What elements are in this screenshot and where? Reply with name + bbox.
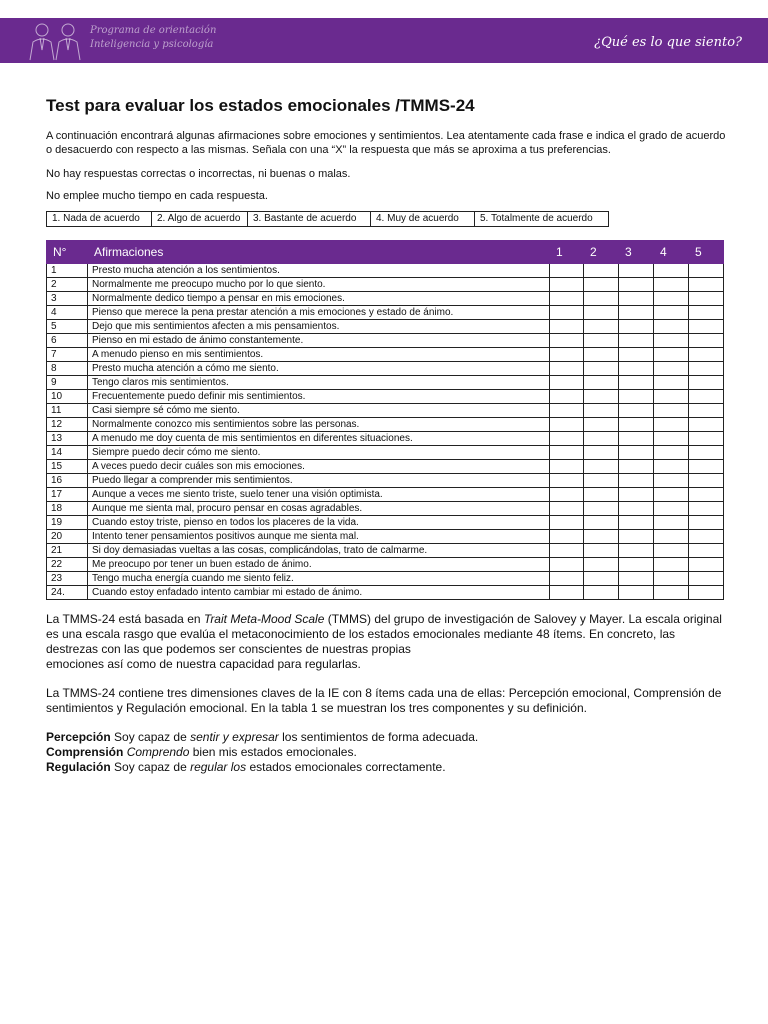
- answer-cell-2[interactable]: [584, 530, 619, 544]
- answer-cell-2[interactable]: [584, 306, 619, 320]
- table-row: [47, 460, 724, 474]
- table-row: [47, 558, 724, 572]
- dimension-label: Percepción: [46, 730, 111, 744]
- answer-cell-2[interactable]: [584, 460, 619, 474]
- item-statement: Presto mucha atención a los sentimientos.: [88, 264, 550, 278]
- answer-cell-4[interactable]: [654, 474, 689, 488]
- item-number: 9: [47, 376, 88, 390]
- answer-cell-5[interactable]: [689, 544, 724, 558]
- item-number: 10: [47, 390, 88, 404]
- answer-cell-2[interactable]: [584, 418, 619, 432]
- item-statement: Siempre puedo decir cómo me siento.: [88, 446, 550, 460]
- answer-cell-3[interactable]: [619, 418, 654, 432]
- item-number: 24.: [47, 586, 88, 600]
- answer-cell-4[interactable]: [654, 460, 689, 474]
- answer-cell-3[interactable]: [619, 502, 654, 516]
- text-italic: Trait Meta-Mood Scale: [203, 612, 325, 626]
- answer-cell-1[interactable]: [550, 432, 584, 446]
- answer-cell-4[interactable]: [654, 530, 689, 544]
- answer-cell-5[interactable]: [689, 376, 724, 390]
- item-number: 2: [47, 278, 88, 292]
- text-italic: regular los: [190, 760, 247, 774]
- answer-cell-1[interactable]: [550, 278, 584, 292]
- text-span: Soy capaz de: [110, 730, 191, 744]
- answer-cell-1[interactable]: [550, 544, 584, 558]
- answer-cell-1[interactable]: [550, 334, 584, 348]
- answer-cell-3[interactable]: [619, 292, 654, 306]
- item-number: 4: [47, 306, 88, 320]
- table-row: [47, 320, 724, 334]
- answer-scale: [46, 211, 609, 227]
- item-statement: Normalmente dedico tiempo a pensar en mis emociones.: [88, 292, 550, 306]
- answer-cell-3[interactable]: [619, 432, 654, 446]
- answer-cell-2[interactable]: [584, 474, 619, 488]
- item-statement: Intento tener pensamientos positivos aunque me sienta mal.: [88, 530, 550, 544]
- item-number: 17: [47, 488, 88, 502]
- answer-cell-5[interactable]: [689, 362, 724, 376]
- item-number: 15: [47, 460, 88, 474]
- item-number: 19: [47, 516, 88, 530]
- item-number: 21: [47, 544, 88, 558]
- description-section: [46, 612, 726, 775]
- answer-cell-4[interactable]: [654, 418, 689, 432]
- item-number: 20: [47, 530, 88, 544]
- answer-cell-3[interactable]: [619, 586, 654, 600]
- item-statement: Normalmente conozco mis sentimientos sobre las personas.: [88, 418, 550, 432]
- answer-cell-3[interactable]: [619, 390, 654, 404]
- answer-cell-5[interactable]: [689, 278, 724, 292]
- answer-cell-4[interactable]: [654, 334, 689, 348]
- answer-cell-3[interactable]: [619, 278, 654, 292]
- table-row: [47, 530, 724, 544]
- item-statement: Normalmente me preocupo mucho por lo que siento.: [88, 278, 550, 292]
- answer-cell-1[interactable]: [550, 390, 584, 404]
- answer-cell-4[interactable]: [654, 306, 689, 320]
- table-row: [47, 474, 724, 488]
- item-statement: A veces puedo decir cuáles son mis emociones.: [88, 460, 550, 474]
- item-statement: Pienso en mi estado de ánimo constantemente.: [88, 334, 550, 348]
- answer-cell-3[interactable]: [619, 334, 654, 348]
- answer-cell-4[interactable]: [654, 502, 689, 516]
- answer-cell-1[interactable]: [550, 292, 584, 306]
- text-span: estados emocionales correctamente.: [246, 760, 446, 774]
- answer-cell-2[interactable]: [584, 292, 619, 306]
- answer-cell-5[interactable]: [689, 264, 724, 278]
- text-italic: sentir y expresar: [190, 730, 279, 744]
- answer-cell-2[interactable]: [584, 432, 619, 446]
- answer-cell-4[interactable]: [654, 362, 689, 376]
- answer-cell-4[interactable]: [654, 432, 689, 446]
- intro-text: A continuación encontrará algunas afirmaciones sobre emociones y sentimientos. Lea atentamente cada frase e indica el grado de acuerdo o desacuerdo con respecto a las mismas. Señala con una “X” la respuesta que más se aproxima a tus preferencias.: [46, 130, 726, 156]
- scale-option: 3. Bastante de acuerdo: [248, 212, 371, 226]
- answer-cell-4[interactable]: [654, 404, 689, 418]
- table-row: [47, 278, 724, 292]
- answer-cell-4[interactable]: [654, 278, 689, 292]
- answer-cell-1[interactable]: [550, 418, 584, 432]
- dimensions-list: [46, 730, 726, 775]
- answer-cell-5[interactable]: [689, 404, 724, 418]
- dimension-comprehension: [46, 745, 726, 760]
- answer-cell-2[interactable]: [584, 348, 619, 362]
- answer-cell-3[interactable]: [619, 558, 654, 572]
- item-number: 11: [47, 404, 88, 418]
- paragraph-dimensions: La TMMS-24 contiene tres dimensiones claves de la IE con 8 ítems cada una de ellas: Percepción emocional, Comprensión de sentimientos y Regulación emocional. En la tabla 1 se muestran los tres componentes y su definición.: [46, 686, 722, 715]
- table-row: [47, 432, 724, 446]
- col-header-number: N°: [47, 241, 88, 264]
- answer-cell-3[interactable]: [619, 488, 654, 502]
- answer-cell-2[interactable]: [584, 320, 619, 334]
- answer-cell-2[interactable]: [584, 334, 619, 348]
- answer-cell-5[interactable]: [689, 306, 724, 320]
- dimension-perception: [46, 730, 726, 745]
- table-row: [47, 334, 724, 348]
- text-span: bien mis estados emocionales.: [189, 745, 357, 759]
- answer-cell-2[interactable]: [584, 516, 619, 530]
- item-statement: Si doy demasiadas vueltas a las cosas, complicándolas, trato de calmarme.: [88, 544, 550, 558]
- text-span: La TMMS-24 está basada en: [46, 612, 204, 626]
- col-header-4: 4: [654, 241, 689, 264]
- answer-cell-1[interactable]: [550, 488, 584, 502]
- answer-cell-2[interactable]: [584, 558, 619, 572]
- answer-cell-4[interactable]: [654, 572, 689, 586]
- answer-cell-5[interactable]: [689, 292, 724, 306]
- table-header-row: [47, 241, 724, 264]
- answer-cell-4[interactable]: [654, 586, 689, 600]
- col-header-1: 1: [550, 241, 584, 264]
- answer-cell-5[interactable]: [689, 460, 724, 474]
- table-row: [47, 544, 724, 558]
- answer-cell-4[interactable]: [654, 292, 689, 306]
- answer-cell-1[interactable]: [550, 474, 584, 488]
- item-statement: Tengo claros mis sentimientos.: [88, 376, 550, 390]
- answer-cell-3[interactable]: [619, 320, 654, 334]
- answer-cell-1[interactable]: [550, 530, 584, 544]
- item-statement: Dejo que mis sentimientos afecten a mis pensamientos.: [88, 320, 550, 334]
- answer-cell-2[interactable]: [584, 376, 619, 390]
- answer-cell-4[interactable]: [654, 390, 689, 404]
- note-no-correct-answers: No hay respuestas correctas o incorrectas, ni buenas o malas.: [46, 168, 351, 180]
- item-number: 22: [47, 558, 88, 572]
- text-span: emociones así como de nuestra capacidad para regularlas.: [46, 657, 361, 671]
- item-number: 23: [47, 572, 88, 586]
- item-statement: Cuando estoy enfadado intento cambiar mi estado de ánimo.: [88, 586, 550, 600]
- item-number: 18: [47, 502, 88, 516]
- org-line-1: Programa de orientación: [90, 25, 217, 36]
- answer-cell-1[interactable]: [550, 348, 584, 362]
- answer-cell-5[interactable]: [689, 558, 724, 572]
- answer-cell-5[interactable]: [689, 530, 724, 544]
- table-row: [47, 502, 724, 516]
- answer-cell-2[interactable]: [584, 404, 619, 418]
- answer-cell-1[interactable]: [550, 586, 584, 600]
- col-header-2: 2: [584, 241, 619, 264]
- answer-cell-3[interactable]: [619, 362, 654, 376]
- answer-cell-1[interactable]: [550, 320, 584, 334]
- answer-cell-1[interactable]: [550, 306, 584, 320]
- paragraph-tmms-basis: [46, 612, 726, 672]
- answer-cell-2[interactable]: [584, 446, 619, 460]
- test-content: [46, 95, 726, 600]
- answer-cell-1[interactable]: [550, 404, 584, 418]
- answer-cell-1[interactable]: [550, 446, 584, 460]
- table-row: [47, 390, 724, 404]
- table-row: [47, 418, 724, 432]
- text-span: Soy capaz de: [110, 760, 191, 774]
- answer-cell-5[interactable]: [689, 432, 724, 446]
- answer-cell-1[interactable]: [550, 516, 584, 530]
- answer-cell-5[interactable]: [689, 474, 724, 488]
- table-row: [47, 572, 724, 586]
- table-row: [47, 404, 724, 418]
- answer-cell-5[interactable]: [689, 446, 724, 460]
- answer-cell-4[interactable]: [654, 348, 689, 362]
- answer-cell-2[interactable]: [584, 502, 619, 516]
- table-row: [47, 446, 724, 460]
- scale-option: 1. Nada de acuerdo: [47, 212, 152, 226]
- answer-cell-2[interactable]: [584, 264, 619, 278]
- answer-cell-2[interactable]: [584, 572, 619, 586]
- answer-cell-5[interactable]: [689, 502, 724, 516]
- col-header-5: 5: [689, 241, 724, 264]
- table-row: [47, 264, 724, 278]
- table-row: [47, 376, 724, 390]
- answer-cell-3[interactable]: [619, 460, 654, 474]
- organization-name: [90, 24, 260, 52]
- answer-cell-1[interactable]: [550, 502, 584, 516]
- scale-option: 5. Totalmente de acuerdo: [480, 213, 593, 224]
- item-number: 14: [47, 446, 88, 460]
- answer-cell-2[interactable]: [584, 488, 619, 502]
- answer-cell-4[interactable]: [654, 446, 689, 460]
- item-statement: Tengo mucha energía cuando me siento feliz.: [88, 572, 550, 586]
- item-statement: Cuando estoy triste, pienso en todos los placeres de la vida.: [88, 516, 550, 530]
- item-statement: A menudo pienso en mis sentimientos.: [88, 348, 550, 362]
- answer-cell-5[interactable]: [689, 320, 724, 334]
- item-number: 7: [47, 348, 88, 362]
- item-statement: Presto mucha atención a cómo me siento.: [88, 362, 550, 376]
- item-statement: Me preocupo por tener un buen estado de ánimo.: [88, 558, 550, 572]
- item-number: 3: [47, 292, 88, 306]
- table-row: [47, 586, 724, 600]
- item-number: 12: [47, 418, 88, 432]
- table-row: [47, 292, 724, 306]
- answer-cell-2[interactable]: [584, 362, 619, 376]
- answer-cell-4[interactable]: [654, 264, 689, 278]
- answer-cell-4[interactable]: [654, 516, 689, 530]
- table-row: [47, 362, 724, 376]
- answer-cell-5[interactable]: [689, 572, 724, 586]
- item-statement: A menudo me doy cuenta de mis sentimientos en diferentes situaciones.: [88, 432, 550, 446]
- answer-cell-5[interactable]: [689, 488, 724, 502]
- text-span: (TMMS) del grupo de investigación de Salovey y Mayer. La escala original es una escala rasgo que evalúa el metaconocimiento de los estados emocionales mediante 48 ítems. En concreto, las destrezas con las que podemos ser conscientes de nuestras propias: [46, 612, 722, 656]
- item-statement: Frecuentemente puedo definir mis sentimientos.: [88, 390, 550, 404]
- item-statement: Casi siempre sé cómo me siento.: [88, 404, 550, 418]
- answer-cell-2[interactable]: [584, 278, 619, 292]
- answer-cell-4[interactable]: [654, 320, 689, 334]
- answer-cell-1[interactable]: [550, 460, 584, 474]
- table-row: [47, 516, 724, 530]
- header-slogan: ¿Qué es lo que siento?: [594, 35, 742, 50]
- page-title: Test para evaluar los estados emocionales /TMMS-24: [46, 96, 475, 115]
- answer-cell-1[interactable]: [550, 376, 584, 390]
- item-statement: Pienso que merece la pena prestar atención a mis emociones y estado de ánimo.: [88, 306, 550, 320]
- answer-cell-1[interactable]: [550, 558, 584, 572]
- item-number: 5: [47, 320, 88, 334]
- answer-cell-3[interactable]: [619, 544, 654, 558]
- answer-cell-5[interactable]: [689, 516, 724, 530]
- dimension-label: Comprensión: [46, 745, 124, 759]
- scale-option: 2. Algo de acuerdo: [152, 212, 248, 226]
- answer-cell-5[interactable]: [689, 348, 724, 362]
- item-statement: Aunque me sienta mal, procuro pensar en cosas agradables.: [88, 502, 550, 516]
- org-line-2: Inteligencia y psicología: [90, 39, 214, 50]
- item-number: 13: [47, 432, 88, 446]
- table-row: [47, 306, 724, 320]
- col-header-statements: Afirmaciones: [88, 241, 550, 264]
- answer-cell-3[interactable]: [619, 530, 654, 544]
- answer-cell-2[interactable]: [584, 390, 619, 404]
- answer-cell-3[interactable]: [619, 516, 654, 530]
- answer-cell-4[interactable]: [654, 376, 689, 390]
- dimension-regulation: [46, 760, 726, 775]
- item-number: 16: [47, 474, 88, 488]
- answer-cell-2[interactable]: [584, 544, 619, 558]
- answer-cell-2[interactable]: [584, 586, 619, 600]
- answer-cell-5[interactable]: [689, 334, 724, 348]
- scale-option: 4. Muy de acuerdo: [371, 212, 475, 226]
- answer-cell-3[interactable]: [619, 446, 654, 460]
- answer-cell-3[interactable]: [619, 306, 654, 320]
- answer-cell-4[interactable]: [654, 544, 689, 558]
- answer-cell-5[interactable]: [689, 390, 724, 404]
- item-statement: Aunque a veces me siento triste, suelo tener una visión optimista.: [88, 488, 550, 502]
- text-span: los sentimientos de forma adecuada.: [278, 730, 479, 744]
- answer-cell-3[interactable]: [619, 404, 654, 418]
- item-statement: Puedo llegar a comprender mis sentimientos.: [88, 474, 550, 488]
- item-number: 1: [47, 264, 88, 278]
- answer-cell-3[interactable]: [619, 376, 654, 390]
- answer-cell-1[interactable]: [550, 572, 584, 586]
- table-body: [47, 264, 724, 600]
- item-number: 6: [47, 334, 88, 348]
- people-logo-icon: [26, 20, 86, 61]
- answer-cell-3[interactable]: [619, 348, 654, 362]
- note-time: No emplee mucho tiempo en cada respuesta.: [46, 190, 268, 202]
- table-row: [47, 488, 724, 502]
- answer-cell-3[interactable]: [619, 572, 654, 586]
- answer-cell-4[interactable]: [654, 558, 689, 572]
- col-header-3: 3: [619, 241, 654, 264]
- text-italic: Comprendo: [126, 745, 190, 759]
- answer-cell-3[interactable]: [619, 264, 654, 278]
- questionnaire-table: [46, 240, 724, 600]
- answer-cell-4[interactable]: [654, 488, 689, 502]
- answer-cell-5[interactable]: [689, 586, 724, 600]
- item-number: 8: [47, 362, 88, 376]
- answer-cell-1[interactable]: [550, 362, 584, 376]
- answer-cell-5[interactable]: [689, 418, 724, 432]
- header-banner: [0, 18, 768, 63]
- table-row: [47, 348, 724, 362]
- answer-cell-3[interactable]: [619, 474, 654, 488]
- dimension-label: Regulación: [46, 760, 111, 774]
- answer-cell-1[interactable]: [550, 264, 584, 278]
